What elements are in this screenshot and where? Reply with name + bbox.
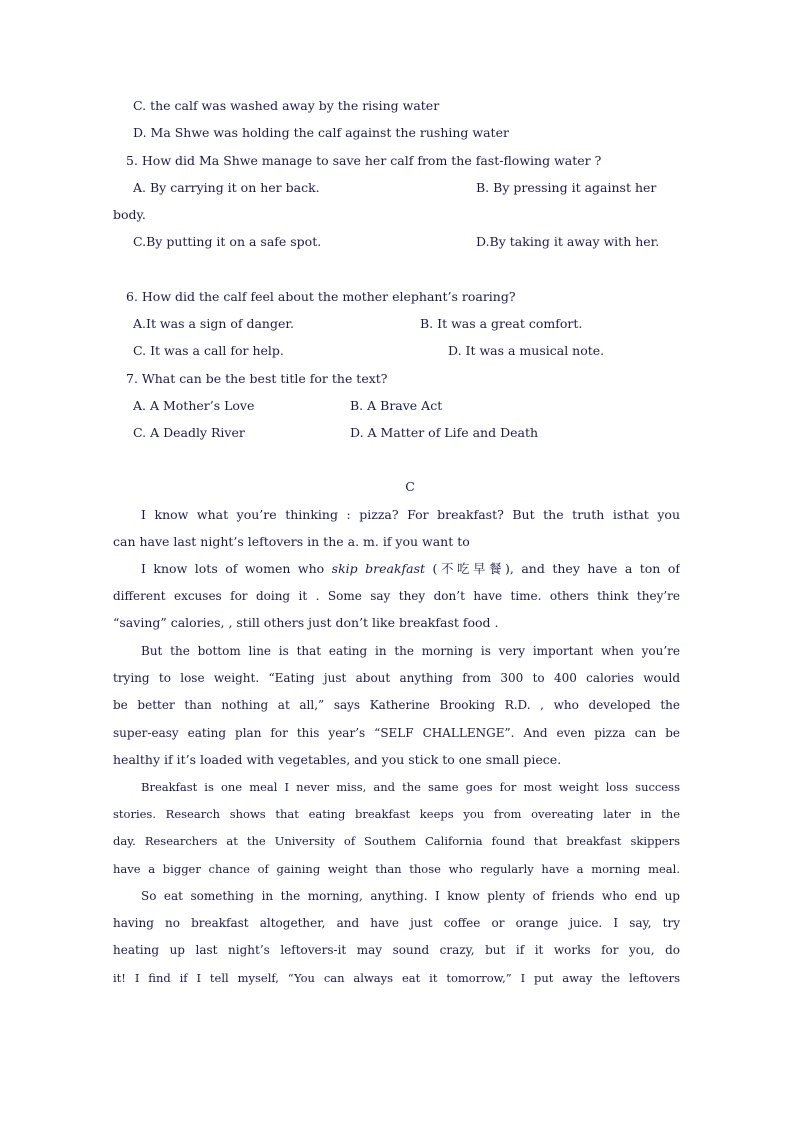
q6-option-d: D. It was a musical note. [448,343,605,358]
p2-line-1-post: (不吃早餐), and they have a ton of [425,561,680,576]
p4-line-4: have a bigger chance of gaining weight than those who regularly have a morning meal. [113,862,680,876]
p2-line-1 [141,561,680,577]
p3-line-4: super-easy eating plan for this year’s “SELF CHALLENGE”. And even pizza can be [113,726,680,740]
q5-option-c: C.By putting it on a safe spot. [133,234,322,249]
q5-option-a: A. By carrying it on her back. [133,180,320,195]
q7-question: 7. What can be the best title for the text? [126,371,388,386]
p2-line-1-italic: skip breakfast [331,561,426,576]
p4-line-3: day. Researchers at the University of Southem California found that breakfast skippers [113,834,680,848]
q6-question: 6. How did the calf feel about the mother elephant’s roaring? [126,289,516,304]
section-c-heading: C [405,479,415,494]
p2-line-2: different excuses for doing it . Some say they don’t have time. others think they’re [113,589,680,603]
q5-option-b-continued: body. [113,207,146,222]
p5-line-2: having no breakfast altogether, and have just coffee or orange juice. I say, try [113,916,680,930]
q4-option-c: C. the calf was washed away by the rising water [133,98,440,113]
p1-line-2: can have last night’s leftovers in the a. m. if you want to [113,534,470,549]
q6-option-c: C. It was a call for help. [133,343,284,358]
q6-option-a: A.It was a sign of danger. [133,316,294,331]
p2-line-1-pre: I know lots of women who [141,561,332,576]
q4-option-d: D. Ma Shwe was holding the calf against the rushing water [133,125,509,140]
p2-line-3: “saving” calories, , still others just don’t like breakfast food . [113,615,499,630]
p3-line-2: trying to lose weight. “Eating just about anything from 300 to 400 calories would [113,671,680,685]
p3-line-3: be better than nothing at all,” says Katherine Brooking R.D. , who developed the [113,698,680,712]
q5-question: 5. How did Ma Shwe manage to save her calf from the fast-flowing water ? [126,153,602,168]
p5-line-1: So eat something in the morning, anything. I know plenty of friends who end up [141,889,680,903]
p4-line-1: Breakfast is one meal I never miss, and the same goes for most weight loss success [141,780,680,794]
q7-option-b: B. A Brave Act [350,398,443,413]
q5-option-d: D.By taking it away with her. [476,234,660,249]
q5-option-b: B. By pressing it against her [476,180,657,195]
p4-line-2: stories. Research shows that eating breakfast keeps you from overeating later in the [113,807,680,821]
p1-line-1: I know what you’re thinking : pizza? For breakfast? But the truth isthat you [141,507,680,522]
q7-option-d: D. A Matter of Life and Death [350,425,539,440]
q7-option-a: A. A Mother’s Love [133,398,255,413]
p3-line-1: But the bottom line is that eating in the morning is very important when you’re [141,644,680,658]
p5-line-4: it! I find if I tell myself, “You can always eat it tomorrow,” I put away the leftovers [113,971,680,985]
p3-line-5: healthy if it’s loaded with vegetables, and you stick to one small piece. [113,752,562,767]
p5-line-3: heating up last night’s leftovers-it may sound crazy, but if it works for you, do [113,943,680,957]
q6-option-b: B. It was a great comfort. [420,316,583,331]
q7-option-c: C. A Deadly River [133,425,245,440]
